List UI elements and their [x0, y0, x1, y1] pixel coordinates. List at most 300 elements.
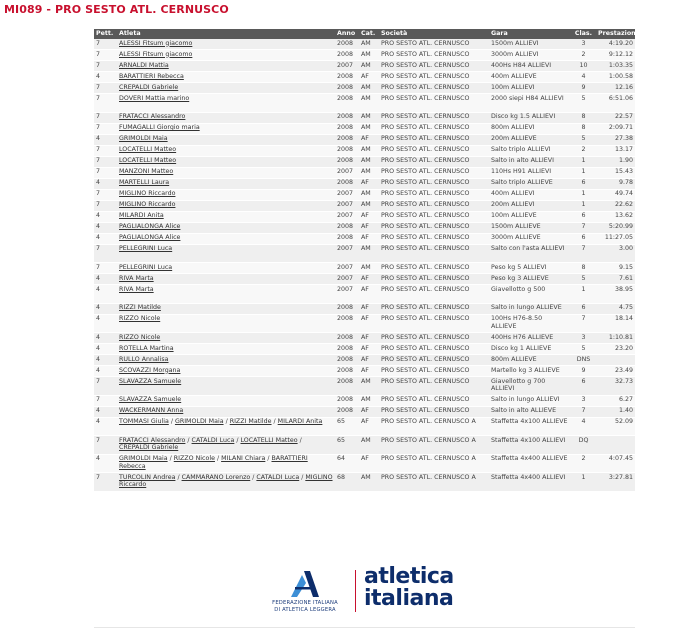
cell-prestazione: 4:07.45 [596, 454, 635, 473]
cell-societa: PRO SESTO ATL. CERNUSCO [379, 274, 489, 285]
cell-atleta [117, 377, 335, 396]
cell-anno: 2008 [335, 50, 359, 61]
cell-gara: 400m ALLIEVE [489, 72, 571, 83]
cell-prestazione: 4:19.20 [596, 39, 635, 50]
cell-gara: 1500m ALLIEVI [489, 39, 571, 50]
cell-gara: Staffetta 4x400 ALLIEVI [489, 473, 571, 492]
cell-gara: Staffetta 4x100 ALLIEVI [489, 436, 571, 455]
table-row [94, 285, 635, 304]
cell-atleta [117, 417, 335, 436]
cell-prestazione: 32.73 [596, 377, 635, 396]
cell-pett: 4 [94, 333, 117, 344]
cell-atleta [117, 274, 335, 285]
cell-atleta [117, 314, 335, 333]
athlete-link[interactable]: RIZZO Nicole [119, 333, 161, 341]
cell-anno: 2008 [335, 94, 359, 113]
cell-atleta [117, 61, 335, 72]
cell-societa: PRO SESTO ATL. CERNUSCO [379, 39, 489, 50]
athlete-link[interactable]: PAGLIALONGA Alice [119, 234, 181, 241]
cell-atleta [117, 72, 335, 83]
cell-societa: PRO SESTO ATL. CERNUSCO [379, 200, 489, 211]
table-header-row [94, 29, 635, 39]
cell-pett: 4 [94, 417, 117, 436]
cell-pett: 4 [94, 178, 117, 189]
athlete-link[interactable]: FRATACCI Alessandro [119, 113, 186, 120]
cell-anno: 2007 [335, 244, 359, 263]
brand-line-1: atletica [364, 564, 454, 589]
cell-clas: 8 [571, 112, 596, 123]
cell-anno: 2008 [335, 395, 359, 406]
cell-prestazione: 13.62 [596, 211, 635, 222]
footer-divider [94, 627, 635, 628]
cell-cat: AM [359, 61, 379, 72]
cell-cat: AM [359, 200, 379, 211]
athlete-link[interactable]: WACKERMANN Anna [119, 407, 184, 414]
cell-anno: 2008 [335, 39, 359, 50]
cell-pett: 4 [94, 72, 117, 83]
athlete-link[interactable]: MIGLINO Riccardo [119, 190, 176, 197]
athlete-link[interactable]: PAGLIALONGA Alice [119, 223, 181, 230]
athlete-link[interactable]: CREPALDI Gabriele [119, 444, 179, 451]
cell-atleta [117, 406, 335, 417]
cell-anno: 2008 [335, 233, 359, 244]
table-row [94, 167, 635, 178]
cell-societa: PRO SESTO ATL. CERNUSCO [379, 83, 489, 94]
athlete-link[interactable]: SLAVAZZA Samuele [119, 377, 182, 385]
cell-gara: Giavellotto g 500 [489, 285, 571, 304]
cell-clas: 1 [571, 167, 596, 178]
cell-clas: 1 [571, 200, 596, 211]
cell-prestazione: 5:20.99 [596, 222, 635, 233]
athlete-link[interactable]: CATALDI Luca [256, 473, 300, 481]
cell-anno: 2008 [335, 355, 359, 366]
athlete-link[interactable]: MANZONI Matteo [119, 168, 174, 175]
athlete-link[interactable]: PELLEGRINI Luca [119, 263, 173, 271]
athlete-link[interactable]: RIZZI Matilde [229, 418, 272, 425]
cell-clas: 5 [571, 94, 596, 113]
cell-gara: 2000 siepi H84 ALLIEVI [489, 94, 571, 113]
cell-prestazione: 9:12.12 [596, 50, 635, 61]
cell-pett: 4 [94, 134, 117, 145]
athlete-link[interactable]: LOCATELLI Matteo [119, 157, 177, 164]
cell-clas: 10 [571, 61, 596, 72]
cell-gara: Martello kg 3 ALLIEVE [489, 366, 571, 377]
cell-pett: 7 [94, 473, 117, 492]
cell-anno: 2007 [335, 61, 359, 72]
athlete-link[interactable]: TOMMASI Giulia [119, 418, 169, 425]
cell-clas: 2 [571, 145, 596, 156]
cell-societa: PRO SESTO ATL. CERNUSCO [379, 167, 489, 178]
cell-cat: AM [359, 94, 379, 113]
cell-anno: 2007 [335, 274, 359, 285]
table-row [94, 344, 635, 355]
cell-cat: AF [359, 314, 379, 333]
cell-anno: 2008 [335, 112, 359, 123]
table-row [94, 263, 635, 274]
table-row [94, 61, 635, 72]
table-row [94, 72, 635, 83]
cell-societa: PRO SESTO ATL. CERNUSCO A [379, 454, 489, 473]
cell-pett: 4 [94, 366, 117, 377]
athlete-link[interactable]: MIGLINO Riccardo [119, 473, 333, 488]
table-row [94, 333, 635, 344]
cell-societa: PRO SESTO ATL. CERNUSCO [379, 145, 489, 156]
cell-cat: AF [359, 222, 379, 233]
athlete-separator: / [168, 418, 175, 425]
table-row [94, 366, 635, 377]
cell-prestazione: 15.43 [596, 167, 635, 178]
cell-societa: PRO SESTO ATL. CERNUSCO A [379, 473, 489, 492]
athlete-link[interactable]: BARATTIERI Rebecca [119, 455, 308, 470]
cell-atleta [117, 263, 335, 274]
federation-line-2: DI ATLETICA LEGGERA [274, 606, 336, 613]
cell-clas: 5 [571, 274, 596, 285]
cell-anno: 2007 [335, 263, 359, 274]
table-row [94, 145, 635, 156]
cell-cat: AM [359, 50, 379, 61]
cell-anno: 68 [335, 473, 359, 492]
cell-cat: AM [359, 189, 379, 200]
cell-gara: Peso kg 3 ALLIEVE [489, 274, 571, 285]
cell-prestazione: 3:27.81 [596, 473, 635, 492]
cell-cat: AM [359, 473, 379, 492]
cell-cat: AF [359, 344, 379, 355]
cell-pett: 7 [94, 83, 117, 94]
athlete-link[interactable]: MILARDI Anita [277, 418, 323, 425]
logo-divider [355, 570, 356, 612]
cell-prestazione [596, 436, 635, 455]
cell-atleta [117, 94, 335, 113]
cell-gara: 400Hs H76 ALLIEVE [489, 333, 571, 344]
cell-prestazione: 6:51.06 [596, 94, 635, 113]
cell-societa: PRO SESTO ATL. CERNUSCO A [379, 436, 489, 455]
cell-prestazione: 38.95 [596, 285, 635, 304]
cell-societa: PRO SESTO ATL. CERNUSCO [379, 123, 489, 134]
cell-clas: 3 [571, 395, 596, 406]
athlete-link[interactable]: ROTELLA Martina [119, 344, 174, 352]
header-pett: Pett. [94, 29, 117, 39]
athlete-link[interactable]: FUMAGALLI Giorgio maria [119, 124, 200, 131]
cell-gara: 400Hs H84 ALLIEVI [489, 61, 571, 72]
cell-clas: 7 [571, 222, 596, 233]
cell-anno: 2007 [335, 211, 359, 222]
table-row [94, 94, 635, 113]
cell-atleta [117, 200, 335, 211]
cell-gara: Salto in alto ALLIEVI [489, 156, 571, 167]
athlete-link[interactable]: SCOVAZZI Morgana [119, 366, 181, 374]
cell-anno: 2008 [335, 314, 359, 333]
cell-atleta [117, 83, 335, 94]
cell-prestazione: 1.40 [596, 406, 635, 417]
cell-pett: 7 [94, 244, 117, 263]
cell-clas: 7 [571, 406, 596, 417]
table-row [94, 123, 635, 134]
cell-cat: AF [359, 454, 379, 473]
cell-cat: AF [359, 134, 379, 145]
cell-anno: 2008 [335, 83, 359, 94]
cell-gara: Disco kg 1 ALLIEVE [489, 344, 571, 355]
cell-pett: 7 [94, 145, 117, 156]
cell-atleta [117, 355, 335, 366]
athlete-link[interactable]: TURCOLIN Andrea [119, 473, 176, 481]
cell-clas: 6 [571, 377, 596, 396]
table-row [94, 274, 635, 285]
cell-cat: AM [359, 263, 379, 274]
cell-societa: PRO SESTO ATL. CERNUSCO [379, 211, 489, 222]
cell-atleta [117, 436, 335, 455]
athlete-link[interactable]: CATALDI Luca [191, 436, 235, 444]
athlete-link[interactable]: GRIMOLDI Maia [174, 418, 224, 425]
cell-anno: 2008 [335, 333, 359, 344]
cell-cat: AM [359, 156, 379, 167]
cell-atleta [117, 189, 335, 200]
cell-societa: PRO SESTO ATL. CERNUSCO [379, 189, 489, 200]
header-anno: Anno [335, 29, 359, 39]
cell-cat: AF [359, 303, 379, 314]
cell-cat: AF [359, 72, 379, 83]
cell-gara: 1500m ALLIEVE [489, 222, 571, 233]
athlete-link[interactable]: DOVERI Mattia marino [119, 94, 190, 102]
table-row [94, 473, 635, 492]
athlete-link[interactable]: RIVA Marta [119, 285, 154, 293]
cell-societa: PRO SESTO ATL. CERNUSCO [379, 112, 489, 123]
cell-atleta [117, 244, 335, 263]
athlete-link[interactable]: LOCATELLI Matteo [119, 146, 177, 153]
header-atleta: Atleta [117, 29, 335, 39]
cell-gara: 400m ALLIEVI [489, 189, 571, 200]
cell-anno: 2007 [335, 167, 359, 178]
cell-clas: 3 [571, 39, 596, 50]
athlete-link[interactable]: GRIMOLDI Maia [119, 455, 168, 462]
cell-prestazione: 13.17 [596, 145, 635, 156]
athlete-link[interactable]: PELLEGRINI Luca [119, 245, 173, 252]
cell-cat: AM [359, 123, 379, 134]
cell-pett: 4 [94, 314, 117, 333]
cell-cat: AF [359, 406, 379, 417]
cell-prestazione: 52.09 [596, 417, 635, 436]
cell-cat: AF [359, 366, 379, 377]
cell-pett: 4 [94, 222, 117, 233]
athlete-link[interactable]: MIGLINO Riccardo [119, 201, 176, 208]
table-row [94, 406, 635, 417]
cell-cat: AM [359, 145, 379, 156]
cell-clas: 8 [571, 123, 596, 134]
cell-cat: AF [359, 274, 379, 285]
cell-gara: 800m ALLIEVI [489, 123, 571, 134]
cell-pett: 4 [94, 285, 117, 304]
table-row [94, 222, 635, 233]
fidal-emblem-icon [289, 571, 319, 597]
table-row [94, 395, 635, 406]
cell-prestazione: 11:27.05 [596, 233, 635, 244]
athlete-separator: / [223, 418, 230, 425]
table-row [94, 189, 635, 200]
cell-atleta [117, 454, 335, 473]
cell-atleta [117, 112, 335, 123]
cell-atleta [117, 145, 335, 156]
cell-pett: 7 [94, 123, 117, 134]
header-societa: Società [379, 29, 489, 39]
cell-prestazione: 4.75 [596, 303, 635, 314]
cell-atleta [117, 156, 335, 167]
cell-societa: PRO SESTO ATL. CERNUSCO [379, 333, 489, 344]
cell-societa: PRO SESTO ATL. CERNUSCO [379, 50, 489, 61]
cell-gara: 200m ALLIEVE [489, 134, 571, 145]
cell-gara: Staffetta 4x400 ALLIEVE [489, 454, 571, 473]
cell-pett: 4 [94, 406, 117, 417]
cell-clas: 7 [571, 244, 596, 263]
cell-cat: AF [359, 417, 379, 436]
cell-clas: 9 [571, 83, 596, 94]
cell-societa: PRO SESTO ATL. CERNUSCO [379, 285, 489, 304]
table-row [94, 377, 635, 396]
cell-cat: AM [359, 83, 379, 94]
cell-clas: 2 [571, 454, 596, 473]
cell-cat: AF [359, 285, 379, 304]
cell-pett: 4 [94, 233, 117, 244]
cell-societa: PRO SESTO ATL. CERNUSCO A [379, 417, 489, 436]
athlete-link[interactable]: ARNALDI Mattia [119, 61, 169, 69]
cell-pett: 7 [94, 39, 117, 50]
cell-societa: PRO SESTO ATL. CERNUSCO [379, 244, 489, 263]
athlete-link[interactable]: MILANI Chiara [221, 455, 266, 462]
cell-gara: Staffetta 4x100 ALLIEVE [489, 417, 571, 436]
athlete-link[interactable]: BARATTIERI Rebecca [119, 72, 184, 80]
cell-anno: 2008 [335, 123, 359, 134]
cell-pett: 7 [94, 189, 117, 200]
cell-prestazione: 18.14 [596, 314, 635, 333]
cell-clas: DQ [571, 436, 596, 455]
cell-clas: 7 [571, 314, 596, 333]
athlete-link[interactable]: MILARDI Anita [119, 212, 164, 219]
cell-atleta [117, 366, 335, 377]
athlete-separator: / [175, 473, 182, 481]
cell-atleta [117, 211, 335, 222]
cell-pett: 7 [94, 156, 117, 167]
athlete-link[interactable]: GRIMOLDI Maia [119, 135, 168, 142]
cell-cat: AF [359, 211, 379, 222]
athlete-separator: / [214, 455, 222, 462]
cell-anno: 65 [335, 417, 359, 436]
cell-societa: PRO SESTO ATL. CERNUSCO [379, 233, 489, 244]
athlete-link[interactable]: SLAVAZZA Samuele [119, 396, 182, 403]
athlete-link[interactable]: LOCATELLI Matteo [240, 436, 298, 444]
cell-atleta [117, 303, 335, 314]
cell-prestazione: 1:00.58 [596, 72, 635, 83]
athlete-link[interactable]: MARTELLI Laura [119, 179, 170, 186]
cell-clas: 6 [571, 233, 596, 244]
athlete-link[interactable]: ALESSI Fitsum giacomo [119, 50, 193, 58]
table-row [94, 39, 635, 50]
cell-prestazione: 23.20 [596, 344, 635, 355]
cell-prestazione: 7.61 [596, 274, 635, 285]
header-clas: Clas. [571, 29, 596, 39]
cell-pett: 7 [94, 395, 117, 406]
cell-atleta [117, 50, 335, 61]
cell-prestazione: 22.62 [596, 200, 635, 211]
cell-anno: 2008 [335, 222, 359, 233]
athlete-separator: / [234, 436, 241, 444]
cell-pett: 7 [94, 61, 117, 72]
cell-gara: Salto in alto ALLIEVE [489, 406, 571, 417]
athlete-link[interactable]: CAMMARANO Lorenzo [181, 473, 251, 481]
cell-societa: PRO SESTO ATL. CERNUSCO [379, 314, 489, 333]
cell-prestazione: 1:10.81 [596, 333, 635, 344]
athlete-link[interactable]: RIZZO Nicole [173, 455, 215, 462]
cell-clas: 3 [571, 333, 596, 344]
athlete-link[interactable]: RIVA Marta [119, 274, 154, 282]
cell-anno: 2008 [335, 303, 359, 314]
cell-prestazione: 22.57 [596, 112, 635, 123]
cell-clas: 1 [571, 473, 596, 492]
cell-gara: 100m ALLIEVI [489, 83, 571, 94]
cell-pett: 7 [94, 200, 117, 211]
cell-gara: Peso kg 5 ALLIEVI [489, 263, 571, 274]
cell-prestazione [596, 355, 635, 366]
cell-pett: 4 [94, 355, 117, 366]
cell-atleta [117, 39, 335, 50]
cell-gara: 3000m ALLIEVE [489, 233, 571, 244]
cell-pett: 7 [94, 94, 117, 113]
cell-societa: PRO SESTO ATL. CERNUSCO [379, 134, 489, 145]
athlete-link[interactable]: RIZZI Matilde [119, 304, 161, 311]
cell-prestazione: 9.15 [596, 263, 635, 274]
cell-societa: PRO SESTO ATL. CERNUSCO [379, 263, 489, 274]
cell-atleta [117, 285, 335, 304]
cell-cat: AM [359, 39, 379, 50]
table-row [94, 314, 635, 333]
cell-gara: Salto triplo ALLIEVI [489, 145, 571, 156]
cell-cat: AM [359, 436, 379, 455]
cell-gara: 3000m ALLIEVI [489, 50, 571, 61]
cell-prestazione: 12.16 [596, 83, 635, 94]
cell-anno: 2008 [335, 366, 359, 377]
table-row [94, 112, 635, 123]
cell-clas: 1 [571, 156, 596, 167]
cell-clas: 5 [571, 134, 596, 145]
cell-anno: 2008 [335, 344, 359, 355]
cell-anno: 64 [335, 454, 359, 473]
table-row [94, 417, 635, 436]
athlete-link[interactable]: RULLO Annalisa [119, 355, 169, 363]
cell-anno: 2008 [335, 377, 359, 396]
cell-gara: Salto in lungo ALLIEVE [489, 303, 571, 314]
athlete-link[interactable]: ALESSI Fitsum giacomo [119, 39, 193, 47]
table-row [94, 436, 635, 455]
brand-line-2: italiana [364, 586, 454, 611]
cell-pett: 7 [94, 112, 117, 123]
cell-cat: AM [359, 167, 379, 178]
cell-gara: Salto in lungo ALLIEVI [489, 395, 571, 406]
cell-societa: PRO SESTO ATL. CERNUSCO [379, 366, 489, 377]
table-row [94, 50, 635, 61]
table-row [94, 178, 635, 189]
cell-prestazione: 6.27 [596, 395, 635, 406]
cell-societa: PRO SESTO ATL. CERNUSCO [379, 72, 489, 83]
cell-societa: PRO SESTO ATL. CERNUSCO [379, 344, 489, 355]
results-table [94, 29, 640, 492]
athlete-link[interactable]: FRATACCI Alessandro [119, 436, 186, 444]
athlete-separator: / [167, 455, 174, 462]
table-row [94, 200, 635, 211]
cell-gara: 100Hs H76-8.50 ALLIEVE [489, 314, 571, 333]
cell-anno: 2008 [335, 156, 359, 167]
cell-clas: DNS [571, 355, 596, 366]
cell-anno: 65 [335, 436, 359, 455]
athlete-link[interactable]: CREPALDI Gabriele [119, 83, 179, 91]
cell-clas: 4 [571, 417, 596, 436]
athlete-link[interactable]: RIZZO Nicole [119, 315, 161, 322]
